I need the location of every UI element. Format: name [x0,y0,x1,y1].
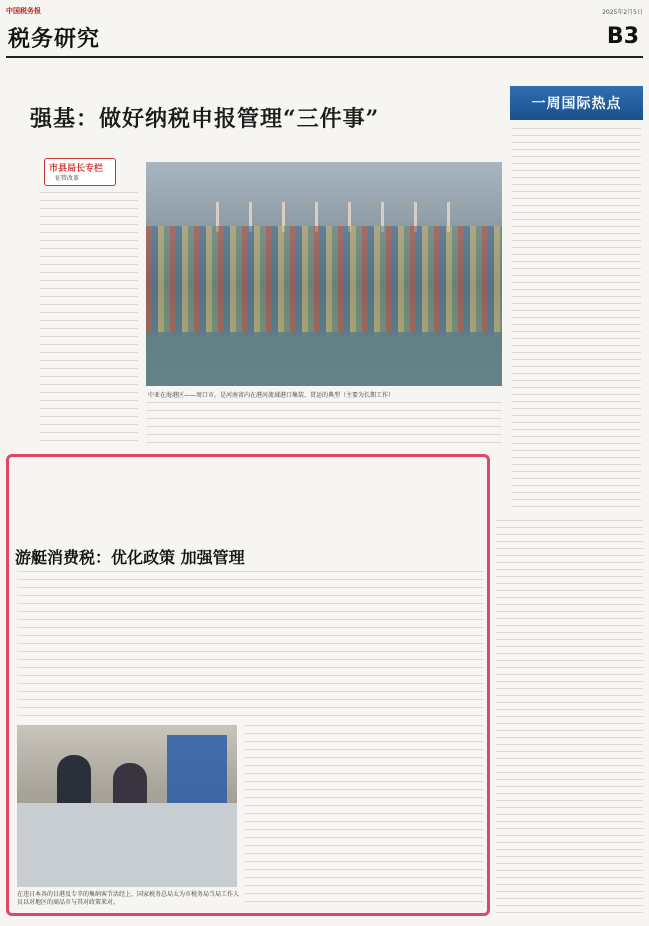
top-story-body-left [40,192,138,444]
paper-name: 中国税务报 [6,7,41,15]
service-hall-photo [17,725,237,887]
bottom-story-headline: 游艇消费税：优化政策 加强管理 [15,548,245,567]
sidebar-banner: 一周国际热点 [510,86,643,120]
issue-date: 2025年2月5日 [602,8,643,16]
sidebar-body [512,128,641,508]
sidebar [510,62,643,510]
harbor-water [146,332,502,386]
sidebar-lower-body [496,520,643,916]
bottom-photo-caption: 在违日本各的目港及专辛的集纳客节活经上，国家税务总局太为市税务局当局工作人员以对地区的商品市与其对政策来对。 [17,891,240,906]
photo-counter [17,803,237,887]
port-photo [146,162,502,386]
top-story [8,62,504,448]
bottom-story-body-right [245,725,483,907]
container-yard [146,226,502,336]
header-rule [6,56,643,58]
bottom-story [6,454,490,916]
top-story-body-cols [146,402,502,444]
column-logo-line1: 市县局长专栏 [49,164,104,174]
top-photo-caption: 中亚在海港区——周口市。是河南省内在港河流域港口集装、贯运的典型（主要为长期工作） [148,392,395,399]
top-story-headline: 强基：做好纳税申报管理“三件事” [30,106,380,132]
column-logo-line2: 征管改革 [55,175,80,182]
bottom-story-body-top [17,571,483,721]
masthead [6,4,643,18]
page-code: B3 [606,24,639,49]
section-title: 税务研究 [8,26,101,52]
column-logo [44,158,116,186]
section-header [6,20,643,56]
